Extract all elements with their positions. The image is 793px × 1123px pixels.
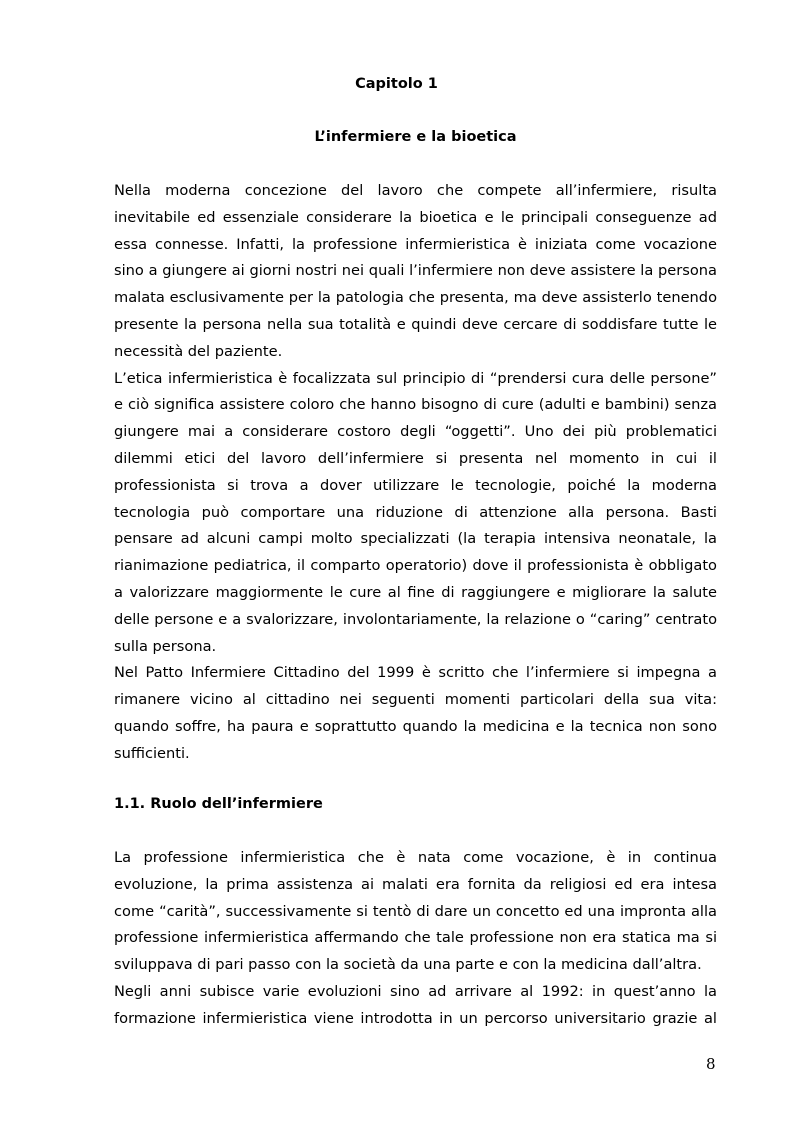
paragraph-last-line: Negli anni subisce varie evoluzioni sino ad arrivare al 1992: in quest’anno la formazione infermieristica viene introdotta in un percorso universitario grazie al — [114, 982, 717, 1027]
paragraph: Nella moderna concezione del lavoro che compete all’infermiere, risulta inevitabile ed essenziale considerare la bioetica e le principali conseguenze ad essa connesse. Infatti, la professione infermieristica è iniziata come vocazione sino a giungere ai giorni nostri nei quali l’infermiere non deve assistere la persona malata esclusivamente per la patologia che presenta, ma deve assisterlo tenendo presente la persona nella sua totalità e quindi deve cercare di soddisfare tutte le necessità del paziente. — [114, 182, 717, 360]
intro-body — [114, 178, 717, 768]
paragraph: La professione infermieristica che è nata come vocazione, è in continua evoluzione, la prima assistenza ai malati era fornita da religiosi ed era intesa come “carità”, successivamente si tentò di dare un concetto ed una impronta alla professione infermieristica affermando che tale professione non era statica ma si sviluppava di pari passo con la società da una parte e con la medicina dall’altra. — [114, 849, 717, 974]
section-body — [114, 845, 717, 1033]
section-heading: 1.1. Ruolo dell’infermiere — [114, 796, 323, 812]
paragraph: L’etica infermieristica è focalizzata sul principio di “prendersi cura delle persone” e ciò significa assistere coloro che hanno bisogno di cure (adulti e bambini) senza giungere mai a considerare costoro degli “oggetti”. Uno dei più problematici dilemmi etici del lavoro dell’infermiere si presenta nel momento in cui il professionista si trova a dover utilizzare le tecnologie, poiché la moderna tecnologia può comportare una riduzione di attenzione alla persona. Basti pensare ad alcuni campi molto specializzati (la terapia intensiva neonatale, la rianimazione pediatrica, il comparto operatorio) dove il professionista è obbligato a valorizzare maggiormente le cure al fine di raggiungere e migliorare la salute delle persone e a svalorizzare, involontariamente, la relazione o “caring” centrato sulla persona. — [114, 369, 717, 655]
chapter-label: Capitolo 1 — [355, 76, 438, 92]
paragraph: Nel Patto Infermiere Cittadino del 1999 è scritto che l’infermiere si impegna a rimanere vicino al cittadino nei seguenti momenti particolari della sua vita: quando soffre, ha paura e soprattutto quando la medicina e la tecnica non sono sufficienti. — [114, 664, 717, 762]
page-number: 8 — [706, 1055, 716, 1073]
chapter-title: L’infermiere e la bioetica — [314, 129, 517, 145]
